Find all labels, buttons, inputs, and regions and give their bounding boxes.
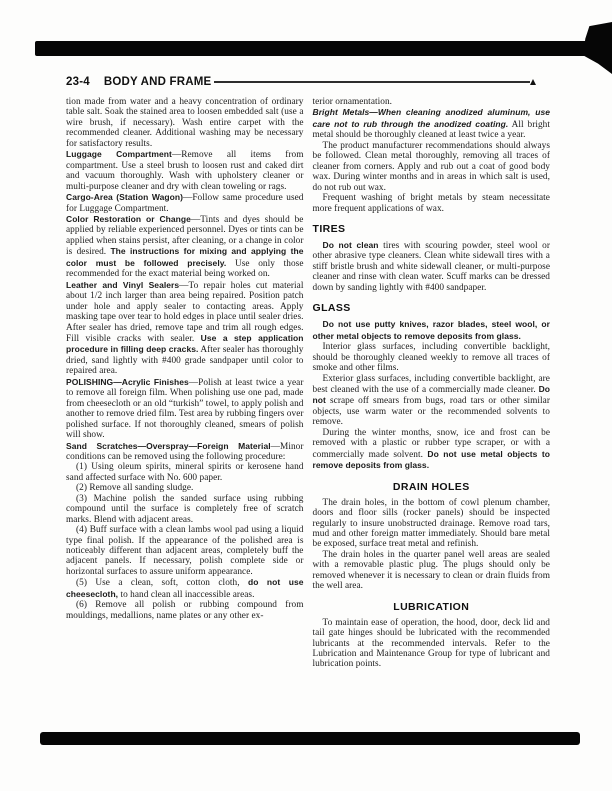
body-text: —Polish at least twice a year to remove all foreign film. When polishing use one pad, made from cheesecloth or an old “turkish” towel, to apply polish and another to remove dried film. Test area by rubbing fingers over polished surface. If not thoroughly cleaned, smears of polish will show. xyxy=(66,377,304,441)
scan-artifact-corner-mark xyxy=(583,22,612,74)
emphasis-text: Leather and Vinyl Sealers xyxy=(66,279,180,290)
body-text: (1) Using oleum spirits, mineral spirits or kerosene hand sand affected surface with No. 600 paper. xyxy=(66,462,304,483)
paragraph xyxy=(313,107,551,140)
right-column xyxy=(313,97,551,670)
paragraph xyxy=(313,618,551,670)
emphasis-text: Color Restoration or Change xyxy=(66,213,191,224)
body-text: All bright metal should be thoroughly cleaned at least twice a year. xyxy=(312,119,550,141)
body-text: Interior glass surfaces, including convertible backlight, should be thoroughly cleaned weekly to remove all traces of smoke and other films. xyxy=(312,342,550,374)
body-text: Frequent washing of bright metals by steam necessitate more frequent applications of wax. xyxy=(312,193,550,214)
body-text: After sealer has thoroughly dried, sand lightly with #400 grade sandpaper until color to repaired area. xyxy=(66,345,304,377)
emphasis-text: Bright Metals—When cleaning anodized aluminum, use care not to rub through the anodized coating. xyxy=(312,107,550,129)
emphasis-text: Sand Scratches—Overspray—Foreign Material xyxy=(66,440,271,451)
body-text: The product manufacturer recommendations should always be followed. Clean metal thoroughly, removing all traces of cleaner from corners. Apply and rub out a coat of good body wax. During winter months and in areas in which salt is used, do not rub out wax. xyxy=(312,140,550,193)
body-text: to hand clean all inaccessible areas. xyxy=(118,589,255,600)
body-text: —Remove all items from compartment. Use a steel brush to loosen rust and caked dirt and vacuum thoroughly. Wash with upholstery cleaner or multi-purpose cleaner and dry with clean toweling or rags. xyxy=(66,150,304,192)
body-text: (6) Remove all polish or rubbing compound from mouldings, medallions, name plates or any other ex- xyxy=(66,600,304,621)
body-text: Exterior glass surfaces, including convertible backlight, are best cleaned with the use of a commercially made cleaner. xyxy=(312,373,550,395)
body-text: The drain holes in the quarter panel well areas are sealed with a removable plastic plug. The plugs should only be removed whenever it is necessary to clean or drain fluids from the well area. xyxy=(312,549,550,592)
header-rule xyxy=(214,81,530,83)
section-heading: TIRES xyxy=(312,222,346,235)
emphasis-text: Do not xyxy=(312,383,550,406)
body-text: —Minor conditions can be removed using the following procedure: xyxy=(66,441,304,462)
paragraph xyxy=(313,342,551,373)
paragraph xyxy=(313,550,551,592)
paragraph xyxy=(313,319,551,342)
body-text: (5) Use a clean, soft, cotton cloth, xyxy=(76,578,248,589)
emphasis-text: POLISHING—Acrylic Finishes xyxy=(66,376,189,387)
emphasis-text: The instructions for mixing and applying the color must be followed precisely. xyxy=(66,246,304,268)
paragraph xyxy=(66,525,304,577)
page-header xyxy=(66,76,536,88)
body-text: The drain holes, in the bottom of cowl plenum chamber, doors and floor sills (rocker panels) should be inspected regularly to insure unobstructed drainage. Remove road tars, mud and other foreign matter immediately. Should bare metal be exposed, surface treat metal and refinish. xyxy=(312,497,550,550)
paragraph xyxy=(66,577,304,600)
paragraph xyxy=(313,193,551,214)
emphasis-text: Use a step application procedure in filling deep cracks. xyxy=(66,332,304,355)
section-heading: GLASS xyxy=(312,302,351,315)
paragraph xyxy=(66,377,304,441)
emphasis-text: Do not clean xyxy=(322,239,379,250)
paragraph xyxy=(313,97,551,107)
paragraph xyxy=(66,280,304,377)
page-title: BODY AND FRAME xyxy=(103,76,212,88)
emphasis-text: Do not use putty knives, razor blades, steel wool, or other metal objects to remove deposits from glass. xyxy=(312,319,550,341)
paragraph xyxy=(66,149,304,192)
emphasis-text: do not use cheesecloth, xyxy=(66,577,304,599)
paragraph xyxy=(313,240,551,293)
body-text: To maintain ease of operation, the hood, door, deck lid and tail gate hinges should be lubricated with the recommended lubricants at the recommended intervals. Refer to the Lubrication and Maintenance Group for type of lubricant and lubrication points. xyxy=(312,617,550,670)
body-text: terior ornamentation. xyxy=(312,97,393,107)
body-text: scrape off smears from bugs, road tars or other similar objects, use warm water or the recommended solvents to remove. xyxy=(312,396,550,428)
emphasis-text: Luggage Compartment xyxy=(66,149,172,160)
body-text: During the winter months, snow, ice and frost can be removed with a plastic or rubber type scraper, or with a commercially made solvent. xyxy=(312,427,550,460)
body-text: tion made from water and a heavy concentration of ordinary table salt. Soak the stained area to loosen embedded salt (use a wire brush, if necessary). Wash entire carpet with the recommended cleaner. Additional washing may be necessary for satisfactory results. xyxy=(66,97,304,149)
body-text: (3) Machine polish the sanded surface using rubbing compound until the surface is completely free of scratch marks. Blend with adjacent areas. xyxy=(66,493,304,525)
body-text: Use only those recommended for the exact material being worked on. xyxy=(66,258,304,280)
body-text: (4) Buff surface with a clean lambs wool pad using a liquid type final polish. If the appearance of the polished area is noticeably different than adjacent areas, completely buff the adjacent panels. If necessary, polish complete side or horizontal surfaces to assure uniform appearance. xyxy=(66,525,304,577)
scan-artifact-top-bar xyxy=(35,41,612,56)
body-text: —Tints and dyes should be applied by reliable experienced personnel. Dyes or tints can be applied when stains persist, after cleaning, or a change in color is desired. xyxy=(66,214,304,258)
paragraph xyxy=(66,441,304,463)
scan-artifact-bottom-bar xyxy=(40,732,580,745)
triangle-marker-icon xyxy=(530,79,536,85)
paragraph xyxy=(66,462,304,483)
text-columns xyxy=(66,97,550,670)
section-heading: DRAIN HOLES xyxy=(392,480,470,493)
emphasis-text: Cargo-Area (Station Wagon) xyxy=(66,192,183,203)
paragraph xyxy=(66,214,304,280)
paragraph xyxy=(66,192,304,214)
paragraph xyxy=(66,483,304,493)
left-column xyxy=(66,97,304,670)
body-text: tires with scouring powder, steel wool or other abrasive type cleaners. Clean white sidewall tires with a stiff bristle brush and white sidewall cleaner, or multi-purpose cleaner and rinse with clean water. Scuff marks can be dressed down by sanding lightly with #400 sandpaper. xyxy=(312,240,550,293)
emphasis-text: Do not use metal objects to remove deposits from glass. xyxy=(312,448,550,471)
body-text: (2) Remove all sanding sludge. xyxy=(76,483,194,494)
paragraph xyxy=(313,428,551,472)
paragraph xyxy=(313,498,551,550)
page-number: 23-4 xyxy=(66,76,90,88)
paragraph xyxy=(66,97,304,149)
paragraph xyxy=(313,141,551,193)
body-text: —To repair holes cut material about 1/2 inch larger than area being repaired. Position patch under hole and apply sealer to contacting areas. Apply masking tape over tear to hold edges in place until sealer dries. After sealer has dried, remove tape and trim all rough edges. Fill visible cracks with sealer. xyxy=(66,280,304,344)
paragraph xyxy=(66,494,304,525)
paragraph xyxy=(66,600,304,621)
body-text: —Follow same procedure used for Luggage Compartment. xyxy=(66,193,304,214)
section-heading: LUBRICATION xyxy=(393,600,470,613)
paragraph xyxy=(313,374,551,428)
